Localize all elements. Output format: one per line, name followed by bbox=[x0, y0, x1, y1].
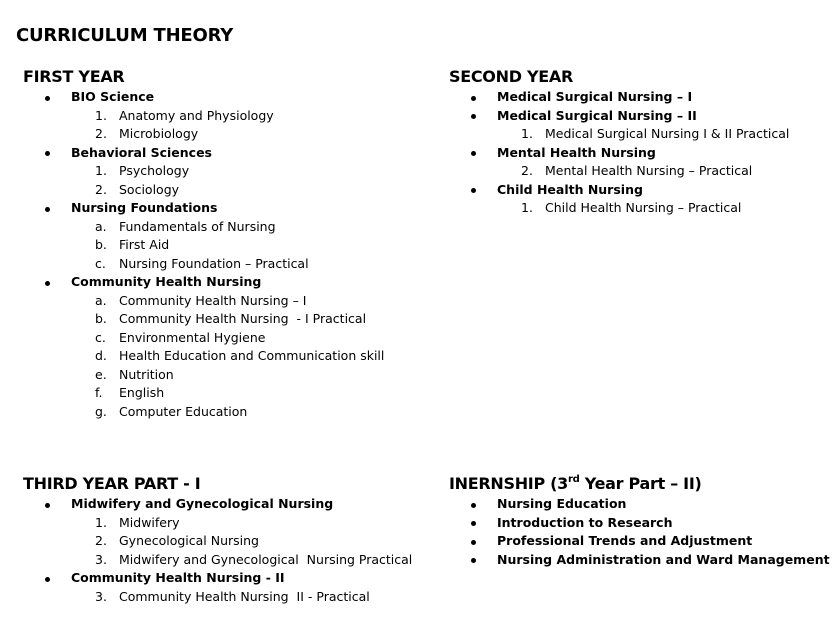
topic-item bbox=[23, 162, 190, 181]
topic-label: Nutrition bbox=[119, 366, 174, 382]
subject-row bbox=[23, 199, 218, 218]
section-first-year bbox=[23, 66, 385, 421]
subject-row bbox=[449, 514, 702, 533]
subject-row bbox=[23, 273, 262, 292]
topic-label: English bbox=[119, 385, 165, 400]
subject-group bbox=[449, 181, 742, 218]
section-heading-first-year: FIRST YEAR bbox=[23, 67, 125, 86]
section-heading-third-year: THIRD YEAR PART - I bbox=[23, 474, 201, 493]
subject-title: Professional Trends and Adjustment bbox=[497, 533, 753, 548]
topic-label: Gynecological Nursing bbox=[119, 533, 259, 548]
topic-label: Anatomy and Physiology bbox=[119, 107, 274, 123]
section-heading-second-year: SECOND YEAR bbox=[449, 67, 573, 86]
topic-marker: 1. bbox=[521, 200, 533, 215]
topic-item bbox=[23, 236, 170, 255]
page-title: CURRICULUM THEORY bbox=[16, 25, 234, 46]
topic-marker: 3. bbox=[95, 551, 107, 567]
subject-group bbox=[23, 88, 274, 144]
topic-label: Psychology bbox=[119, 163, 190, 178]
topic-marker: b. bbox=[95, 311, 107, 326]
topic-item bbox=[23, 551, 413, 570]
topic-item bbox=[23, 255, 309, 274]
subject-title: Mental Health Nursing bbox=[497, 144, 656, 160]
topic-item bbox=[23, 310, 367, 329]
heading-prefix: INERNSHIP (3 bbox=[449, 474, 568, 493]
section-second-year bbox=[449, 66, 790, 218]
subject-row bbox=[449, 532, 753, 551]
topic-list bbox=[449, 125, 790, 144]
topic-marker: f. bbox=[95, 385, 103, 400]
bullet-icon bbox=[471, 151, 476, 156]
subject-row bbox=[23, 144, 212, 163]
subject-title: Medical Surgical Nursing – II bbox=[497, 107, 697, 123]
subject-title: Nursing Education bbox=[497, 496, 627, 511]
bullet-icon bbox=[471, 540, 476, 545]
topic-label: Community Health Nursing II - Practical bbox=[119, 588, 370, 604]
subject-title: Medical Surgical Nursing – I bbox=[497, 89, 693, 104]
topic-marker: c. bbox=[95, 329, 106, 345]
topic-item bbox=[449, 199, 742, 218]
section-heading-internship bbox=[449, 473, 702, 495]
subject-list-third-year bbox=[23, 495, 413, 606]
subject-group bbox=[23, 199, 309, 273]
topic-list bbox=[23, 162, 190, 199]
topic-item bbox=[23, 181, 180, 200]
topic-list bbox=[23, 588, 370, 607]
heading-superscript: rd bbox=[568, 473, 580, 485]
topic-marker: e. bbox=[95, 366, 107, 382]
topic-item bbox=[23, 403, 248, 422]
topic-label: Community Health Nursing – I bbox=[119, 292, 307, 308]
topic-label: Mental Health Nursing – Practical bbox=[545, 163, 753, 178]
topic-label: Nursing Foundation – Practical bbox=[119, 255, 309, 271]
subject-group bbox=[23, 495, 413, 569]
topic-marker: c. bbox=[95, 255, 106, 271]
subject-title: BIO Science bbox=[71, 89, 155, 104]
topic-label: Midwifery bbox=[119, 514, 180, 530]
topic-item bbox=[449, 125, 790, 144]
topic-item bbox=[23, 514, 200, 533]
subject-title: Midwifery and Gynecological Nursing bbox=[71, 496, 334, 511]
topic-marker: a. bbox=[95, 218, 107, 234]
subject-title: Nursing Foundations bbox=[71, 200, 218, 215]
subject-row bbox=[23, 88, 155, 107]
topic-label: Community Health Nursing - I Practical bbox=[119, 311, 367, 326]
topic-item bbox=[23, 107, 274, 126]
topic-list bbox=[23, 107, 274, 144]
topic-label: Midwifery and Gynecological Nursing Practical bbox=[119, 551, 413, 567]
bullet-icon bbox=[471, 521, 476, 526]
bullet-icon bbox=[45, 207, 50, 212]
topic-item bbox=[23, 329, 266, 348]
subject-group bbox=[449, 514, 702, 533]
subject-title: Introduction to Research bbox=[497, 514, 673, 530]
subject-group bbox=[449, 495, 702, 514]
topic-marker: a. bbox=[95, 292, 107, 308]
heading-suffix: Year Part – II) bbox=[579, 474, 702, 493]
subject-list-first-year bbox=[23, 88, 385, 421]
bullet-icon bbox=[45, 577, 50, 582]
topic-item bbox=[23, 532, 259, 551]
subject-title: Nursing Administration and Ward Management bbox=[497, 551, 830, 567]
topic-label: Computer Education bbox=[119, 403, 248, 419]
subject-row bbox=[23, 495, 334, 514]
subject-row bbox=[449, 144, 656, 163]
topic-label: Fundamentals of Nursing bbox=[119, 218, 276, 234]
topic-item bbox=[23, 292, 307, 311]
bullet-icon bbox=[45, 151, 50, 156]
topic-list bbox=[449, 162, 753, 181]
bullet-icon bbox=[45, 96, 50, 101]
bullet-icon bbox=[471, 188, 476, 193]
topic-marker: g. bbox=[95, 403, 107, 419]
topic-marker: 2. bbox=[521, 163, 533, 178]
bullet-icon bbox=[471, 503, 476, 508]
topic-marker: 1. bbox=[95, 163, 107, 178]
subject-title: Behavioral Sciences bbox=[71, 144, 212, 160]
topic-item bbox=[23, 218, 276, 237]
topic-list bbox=[23, 292, 385, 422]
section-internship bbox=[449, 473, 830, 569]
topic-marker: 2. bbox=[95, 533, 107, 548]
topic-marker: d. bbox=[95, 348, 107, 363]
subject-group bbox=[23, 144, 212, 200]
topic-marker: 3. bbox=[95, 588, 107, 604]
topic-item bbox=[23, 125, 199, 144]
subject-row bbox=[449, 551, 830, 570]
bullet-icon bbox=[45, 281, 50, 286]
bullet-icon bbox=[471, 114, 476, 119]
topic-list bbox=[449, 199, 742, 218]
subject-row bbox=[449, 181, 643, 200]
topic-marker: b. bbox=[95, 237, 107, 252]
subject-list-internship bbox=[449, 495, 830, 569]
topic-label: Sociology bbox=[119, 181, 180, 197]
topic-item bbox=[23, 588, 370, 607]
topic-item bbox=[23, 347, 385, 366]
topic-label: Environmental Hygiene bbox=[119, 329, 266, 345]
topic-marker: 1. bbox=[521, 126, 533, 141]
topic-marker: 1. bbox=[95, 107, 107, 123]
subject-row bbox=[449, 495, 702, 514]
topic-list bbox=[23, 514, 413, 570]
subject-title: Community Health Nursing bbox=[71, 274, 262, 289]
bullet-icon bbox=[471, 558, 476, 563]
topic-item bbox=[23, 384, 165, 403]
topic-label: Medical Surgical Nursing I & II Practical bbox=[545, 126, 790, 141]
topic-marker: 1. bbox=[95, 514, 107, 530]
subject-row bbox=[449, 107, 697, 126]
subject-group bbox=[23, 569, 370, 606]
subject-group bbox=[449, 88, 693, 107]
subject-group bbox=[449, 532, 753, 551]
subject-group bbox=[449, 551, 830, 570]
topic-marker: 2. bbox=[95, 181, 107, 197]
subject-list-second-year bbox=[449, 88, 790, 218]
section-third-year bbox=[23, 473, 413, 606]
subject-row bbox=[23, 569, 285, 588]
topic-label: Health Education and Communication skill bbox=[119, 348, 385, 363]
topic-label: Child Health Nursing – Practical bbox=[545, 200, 742, 215]
subject-title: Community Health Nursing - II bbox=[71, 570, 285, 585]
bullet-icon bbox=[45, 503, 50, 508]
subject-row bbox=[449, 88, 693, 107]
topic-marker: 2. bbox=[95, 126, 107, 141]
topic-label: First Aid bbox=[119, 237, 170, 252]
subject-group bbox=[449, 107, 790, 144]
topic-list bbox=[23, 218, 309, 274]
subject-group bbox=[23, 273, 385, 421]
subject-group bbox=[449, 144, 753, 181]
topic-item bbox=[23, 366, 174, 385]
topic-label: Microbiology bbox=[119, 126, 199, 141]
bullet-icon bbox=[471, 96, 476, 101]
subject-title: Child Health Nursing bbox=[497, 181, 643, 197]
topic-item bbox=[449, 162, 753, 181]
